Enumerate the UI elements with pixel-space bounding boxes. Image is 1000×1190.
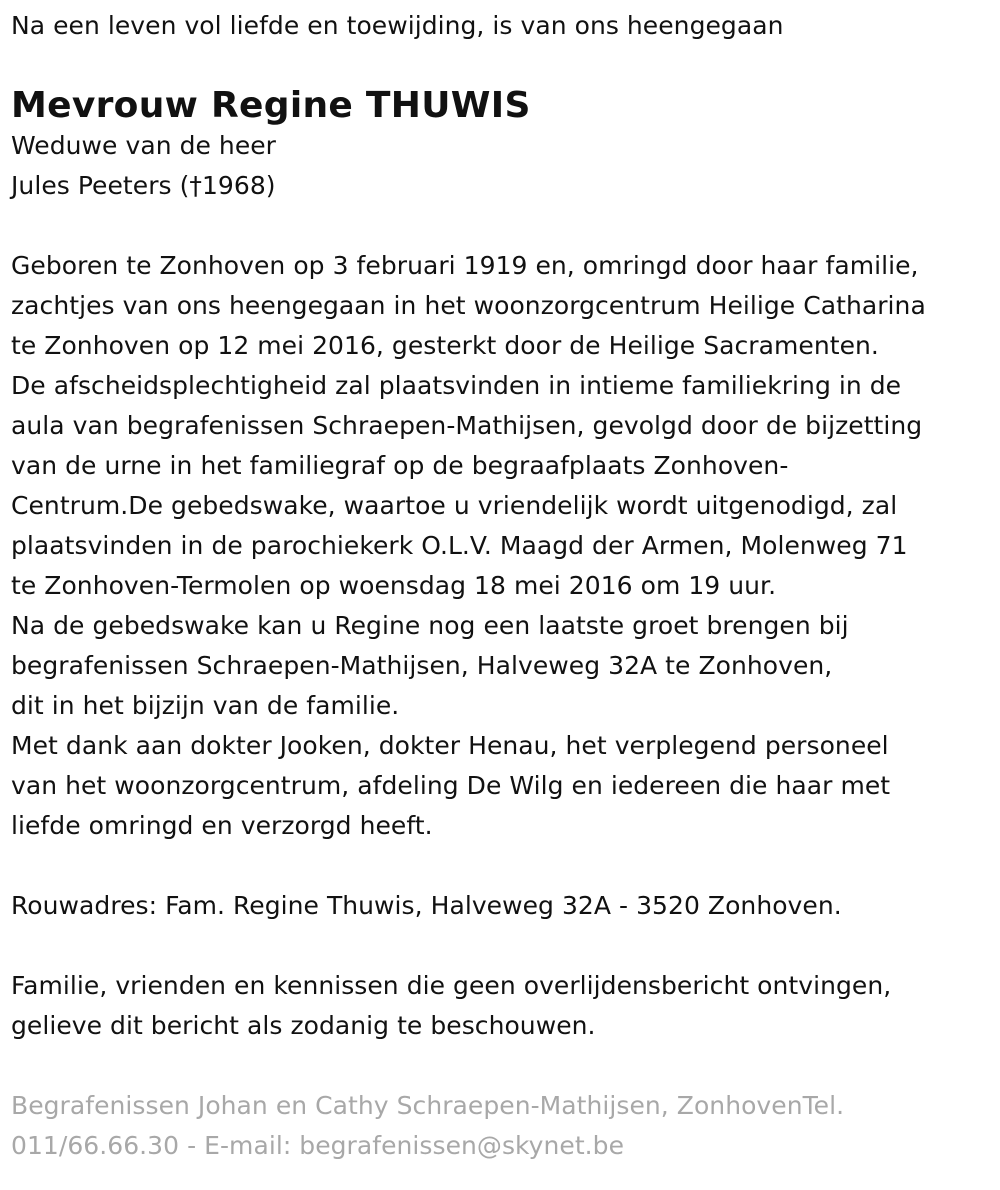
spacer [11,206,1000,246]
relation-line-1: Weduwe van de heer [11,131,277,160]
spacer [11,1046,1000,1086]
body-line: begrafenissen Schraepen-Mathijsen, Halveweg 32A te Zonhoven, [11,651,833,680]
body-line: Geboren te Zonhoven op 3 februari 1919 en, omringd door haar familie, [11,251,919,280]
spacer [11,926,1000,966]
notice-text [11,966,1000,1046]
body-line: dit in het bijzijn van de familie. [11,691,400,720]
body-line: zachtjes van ons heengegaan in het woonzorgcentrum Heilige Catharina [11,291,926,320]
deceased-name: Mevrouw Regine THUWIS [11,85,531,126]
body-line: van de urne in het familiegraf op de begraafplaats Zonhoven- [11,451,789,480]
mourning-address: Rouwadres: Fam. Regine Thuwis, Halveweg 32A - 3520 Zonhoven. [11,891,842,920]
body-line: te Zonhoven-Termolen op woensdag 18 mei 2016 om 19 uur. [11,571,777,600]
body-line: plaatsvinden in de parochiekerk O.L.V. Maagd der Armen, Molenweg 71 [11,531,908,560]
notice-line: gelieve dit bericht als zodanig te beschouwen. [11,1011,596,1040]
body-text [11,246,1000,846]
body-line: Met dank aan dokter Jooken, dokter Henau, het verplegend personeel [11,731,889,760]
spacer [11,846,1000,886]
relation-line-2: Jules Peeters (†1968) [11,171,276,200]
body-line: Centrum.De gebedswake, waartoe u vriendelijk wordt uitgenodigd, zal [11,491,898,520]
footer-line: Begrafenissen Johan en Cathy Schraepen-Mathijsen, ZonhovenTel. [11,1091,845,1120]
body-line: aula van begrafenissen Schraepen-Mathijsen, gevolgd door de bijzetting [11,411,923,440]
body-line: van het woonzorgcentrum, afdeling De Wilg en iedereen die haar met [11,771,891,800]
body-line: te Zonhoven op 12 mei 2016, gesterkt door de Heilige Sacramenten. [11,331,879,360]
notice-line: Familie, vrienden en kennissen die geen overlijdensbericht ontvingen, [11,971,892,1000]
body-line: liefde omringd en verzorgd heeft. [11,811,433,840]
funeral-home-footer [11,1086,1000,1166]
body-line: De afscheidsplechtigheid zal plaatsvinden in intieme familiekring in de [11,371,902,400]
intro-text: Na een leven vol liefde en toewijding, is van ons heengegaan [11,11,784,40]
footer-line: 011/66.66.30 - E-mail: begrafenissen@skynet.be [11,1131,625,1160]
body-line: Na de gebedswake kan u Regine nog een laatste groet brengen bij [11,611,849,640]
